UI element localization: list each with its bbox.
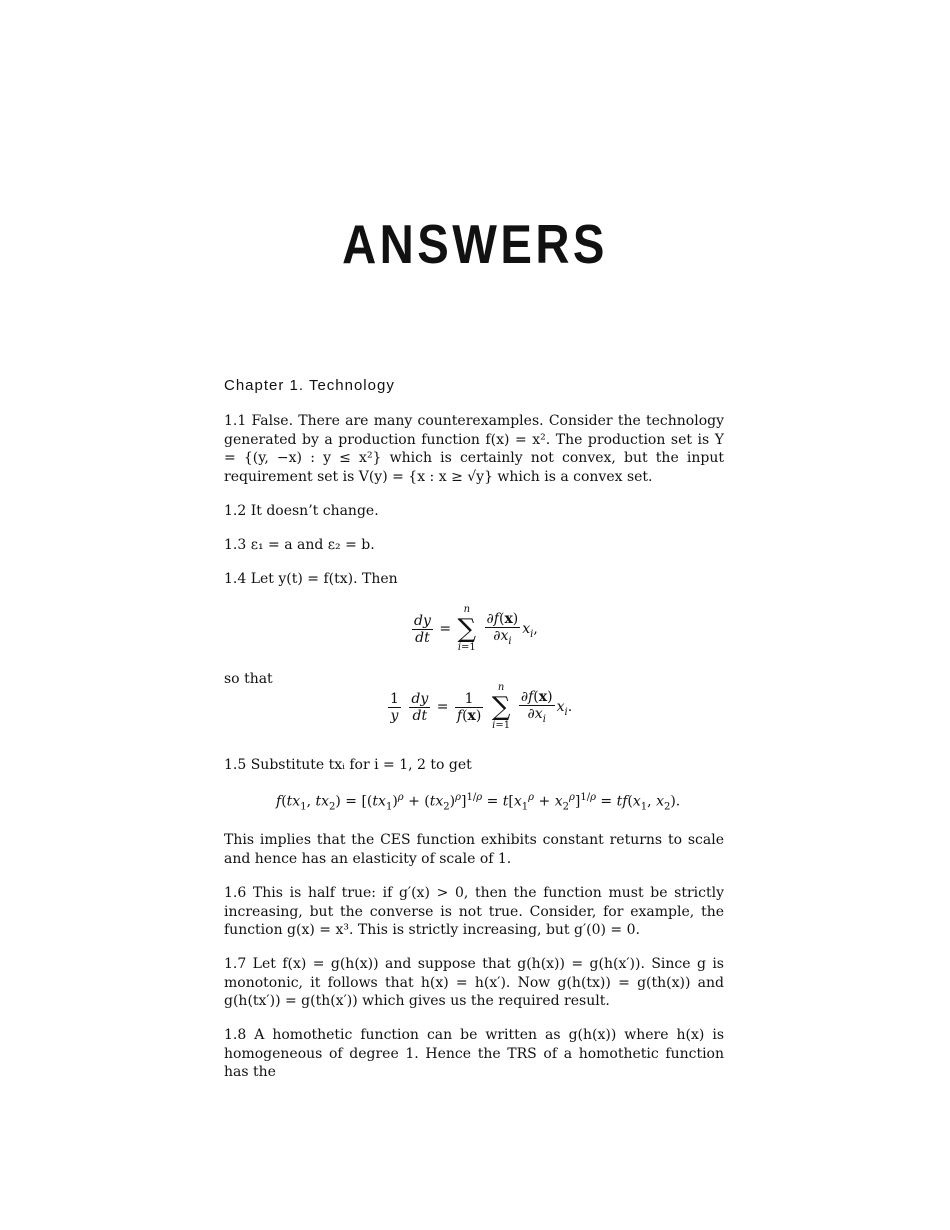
- chapter-title: Chapter 1. Technology: [224, 377, 395, 394]
- answer-1-2: 1.2 It doesn’t change.: [224, 503, 379, 519]
- answer-1-4-intro: 1.4 Let y(t) = f(tx). Then: [224, 571, 398, 587]
- answer-1-8: 1.8 A homothetic function can be written as g(h(x)) where h(x) is homogeneous of degree 1. Hence the TRS of a homothetic function has the: [224, 1027, 724, 1080]
- answer-1-3: 1.3 ε₁ = a and ε₂ = b.: [224, 537, 375, 553]
- answer-1-6: 1.6 This is half true: if g′(x) > 0, then the function must be strictly increasing, but the converse is not true. Consider, for example, the function g(x) = x³. This is strictly increasing, but g′(0) = 0.: [224, 885, 724, 938]
- answer-1-5-intro: 1.5 Substitute txᵢ for i = 1, 2 to get: [224, 757, 472, 773]
- equation-1-5: $f(tx_1$, $tx_2) = [(tx_1)^\rho + (tx_2)^\rho]^{1/\rho} = t[x_1^\rho + x_2^\rho]^{1/\rho} = tf(x_1$, $x_2$).: [276, 792, 681, 813]
- answer-1-7: 1.7 Let f(x) = g(h(x)) and suppose that g(h(x)) = g(h(x′)). Since g is monotonic, it follows that h(x) = h(x′). Now g(h(tx)) = g(th(x)) and g(h(tx′)) = g(th(x′)) which gives us the required result.: [224, 956, 724, 1009]
- page-heading: ANSWERS: [342, 213, 608, 275]
- equation-1-4a: $\frac{dy}{dt}$ = n ∑ i=1 $\frac{\partial f(x)}{\partial x_i}$ $x_i$,: [414, 604, 538, 653]
- answer-1-4-mid: so that: [224, 671, 273, 687]
- equation-1-4b: $\frac{1}{y}$ $\frac{dy}{dt}$ = $\frac{1}{f(x)}$ n ∑ i=1 $\frac{\partial f(x)}{\partial x_i}$ $x_i$.: [390, 682, 573, 731]
- answer-1-5-after: This implies that the CES function exhibits constant returns to scale and hence has an elasticity of scale of 1.: [224, 832, 724, 867]
- answer-1-1: 1.1 False. There are many counterexamples. Consider the technology generated by a production function f(x) = x². The production set is Y = {(y, −x) : y ≤ x²} which is certainly not convex, but the input requirement set is V(y) = {x : x ≥ √y} which is a convex set.: [224, 413, 724, 485]
